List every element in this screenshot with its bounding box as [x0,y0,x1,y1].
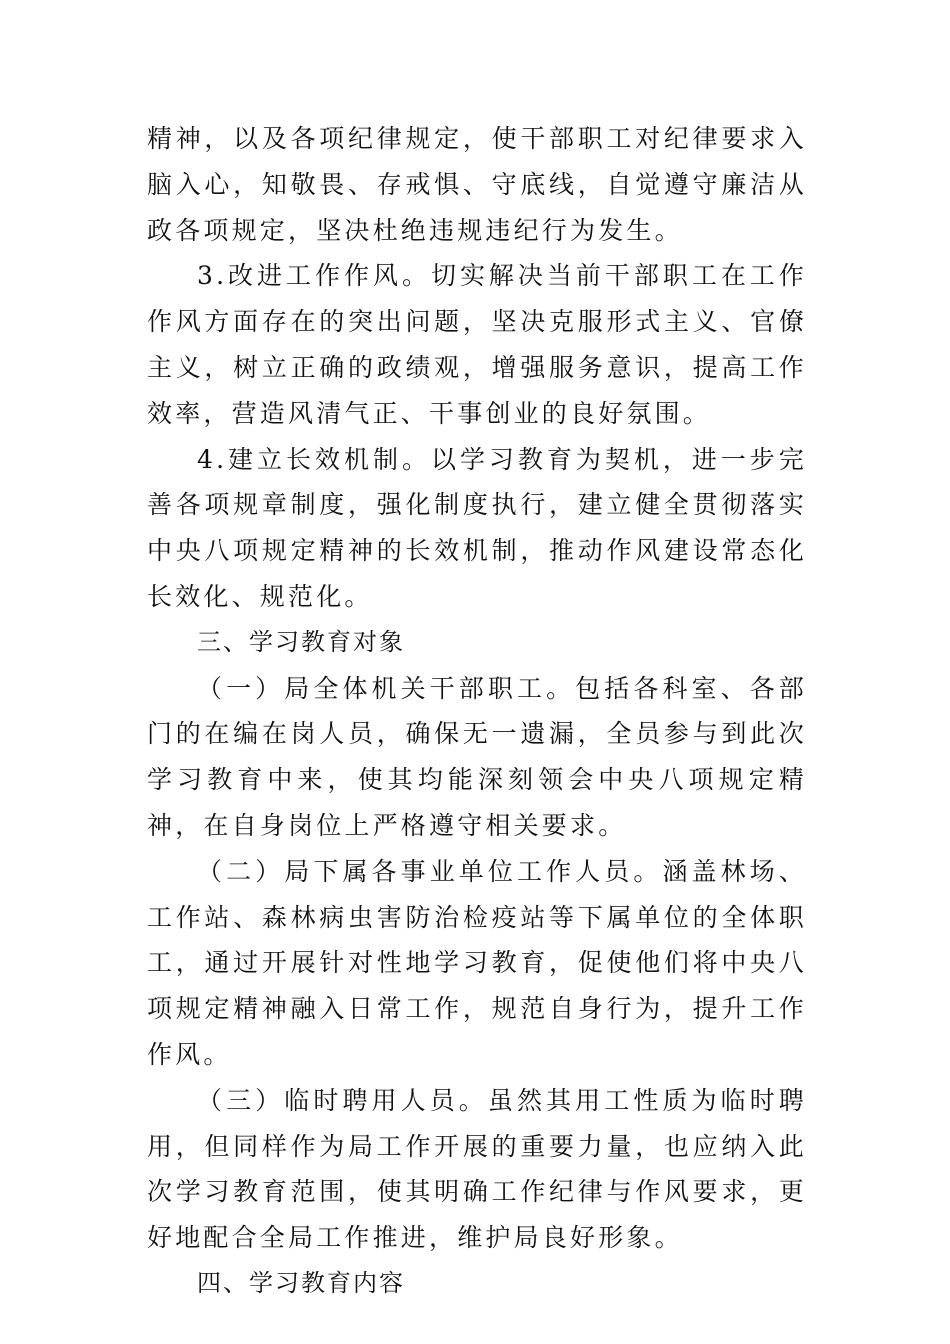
sub-1-text: 包括各科室、各部门的在编在岗人员，确保无一遗漏，全员参与到此次学习教育中来，使其均能深刻领会中央八项规定精神，在自身岗位上严格遵守相关要求。 [147,673,807,840]
section-heading-3: 三、学习教育对象 [197,627,405,656]
section-heading-4: 四、学习教育内容 [197,1268,405,1297]
paragraph-sub-3 [147,1078,807,1261]
sub-1-title: （一）局全体机关干部职工。 [197,673,576,703]
paragraph-sub-2 [147,849,807,1078]
item-4-title: 4.建立长效机制。 [197,444,431,474]
paragraph-item-3 [147,253,807,436]
document-body [147,116,807,1307]
sub-3-title: （三）临时聘用人员。 [197,1085,488,1115]
item-3-text: 切实解决当前干部职工在工作作风方面存在的突出问题，坚决克服形式主义、官僚主义，树立正确的政绩观，增强服务意识，提高工作效率，营造风清气正、干事创业的良好氛围。 [147,261,807,428]
sub-2-text: 涵盖林场、工作站、森林病虫害防治检疫站等下属单位的全体职工，通过开展针对性地学习教育，促使他们将中央八项规定精神融入日常工作，规范自身行为，提升工作作风。 [147,856,807,1069]
paragraph-item-4 [147,437,807,620]
sub-3-text: 虽然其用工性质为临时聘用，但同样作为局工作开展的重要力量，也应纳入此次学习教育范围，使其明确工作纪律与作风要求，更好地配合全局工作推进，维护局良好形象。 [147,1085,807,1253]
item-4-text: 以学习教育为契机，进一步完善各项规章制度，强化制度执行，建立健全贯彻落实中央八项规定精神的长效机制，推动作风建设常态化长效化、规范化。 [147,444,807,611]
paragraph-sub-1 [147,666,807,849]
paragraph-text: 精神，以及各项纪律规定，使干部职工对纪律要求入脑入心，知敬畏、存戒惧、守底线，自觉遵守廉洁从政各项规定，坚决杜绝违规违纪行为发生。 [147,124,807,245]
paragraph-continuation [147,116,807,253]
item-3-title: 3.改进工作作风。 [197,261,431,291]
sub-2-title: （二）局下属各事业单位工作人员。 [197,856,663,886]
